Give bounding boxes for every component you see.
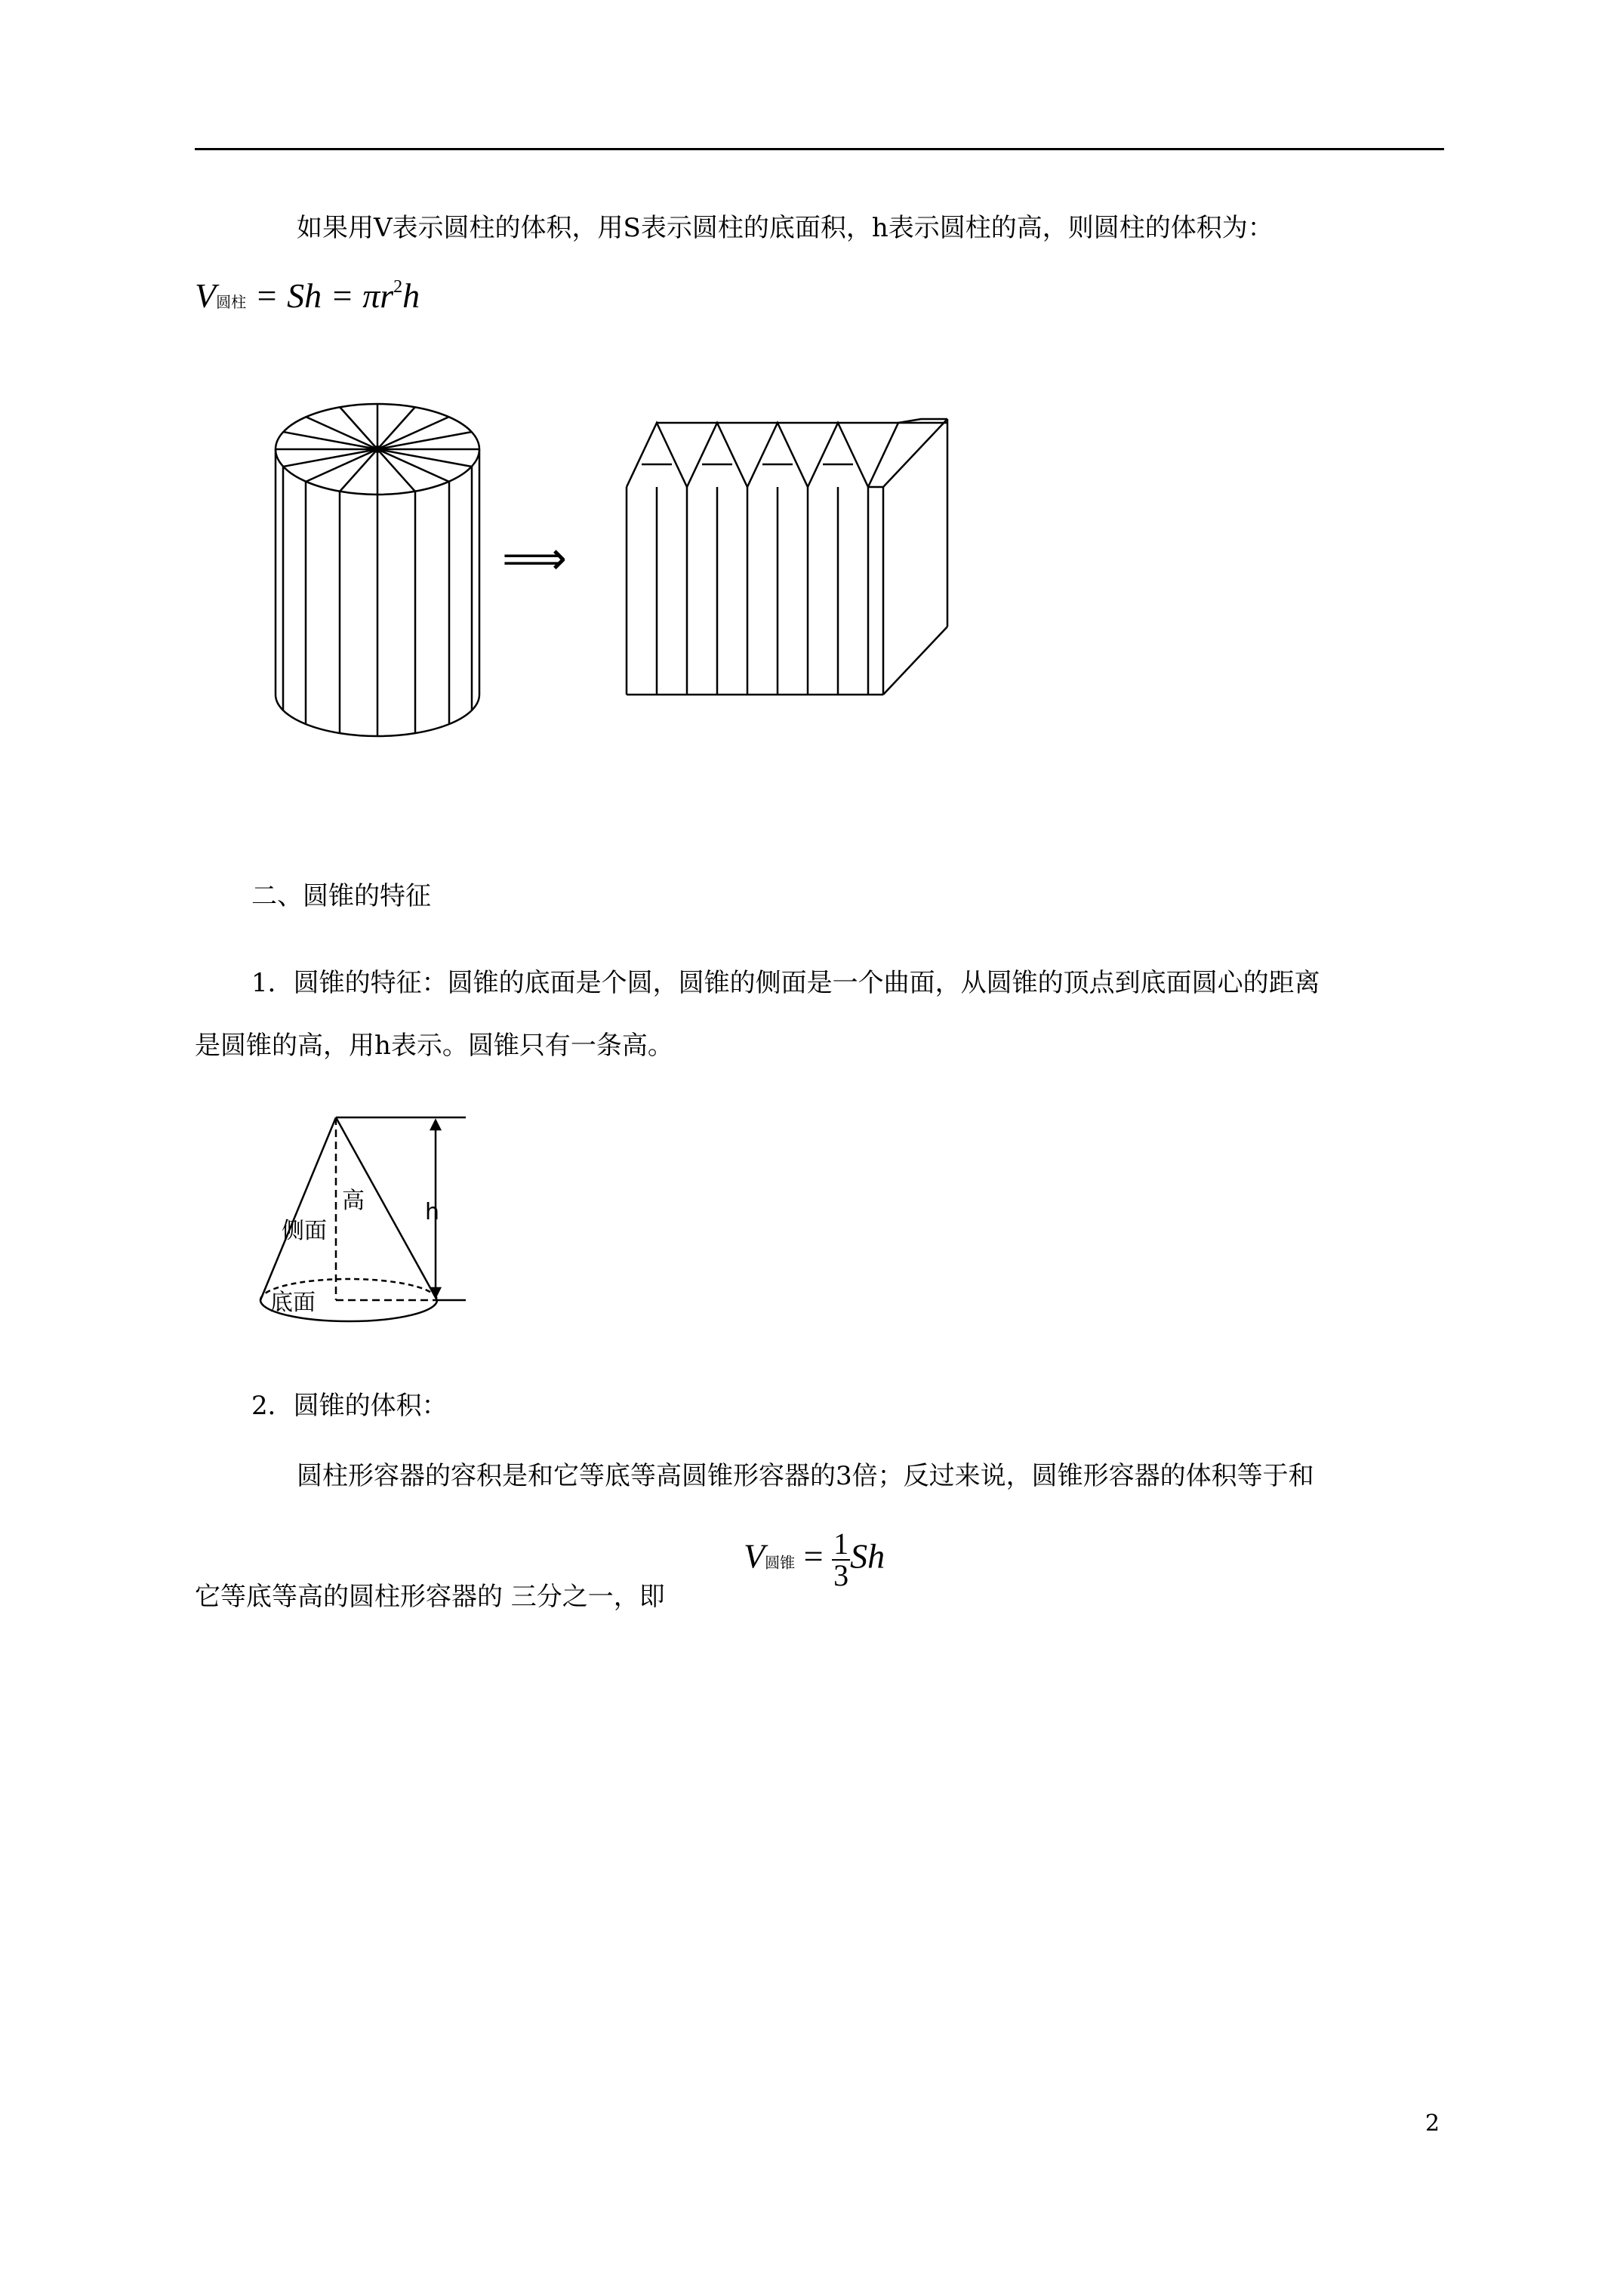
item1-line1: 1．圆锥的特征：圆锥的底面是个圆，圆锥的侧面是一个曲面，从圆锥的顶点到底面圆心的距离 xyxy=(251,968,1320,998)
cylinder-vertical-lines xyxy=(283,467,472,736)
formula-cone-tail: Sh xyxy=(850,1536,885,1576)
dimension-arrow-down xyxy=(431,1288,440,1297)
formula-cone-subscript: 圆锥 xyxy=(765,1553,796,1572)
formula-subscript: 圆柱 xyxy=(216,293,247,311)
label-h: h xyxy=(425,1199,440,1225)
transform-arrow: ⟹ xyxy=(502,532,568,585)
item2-heading: 2．圆锥的体积： xyxy=(251,1391,448,1421)
paragraph-cylinder-volume: 如果用V表示圆柱的体积，用S表示圆柱的底面积，h表示圆柱的高，则圆柱的体积为： xyxy=(297,213,1273,243)
page-number: 2 xyxy=(1425,2110,1440,2137)
formula-lhs: V xyxy=(195,276,217,315)
fraction-one-third xyxy=(832,1529,850,1591)
label-side: 侧面 xyxy=(282,1218,327,1244)
fraction-denominator: 3 xyxy=(833,1558,849,1592)
fraction-numerator: 1 xyxy=(833,1527,849,1561)
item2-line1: 圆柱形容器的容积是和它等底等高圆锥形容器的3倍；反过来说，圆锥形容器的体积等于和 xyxy=(297,1461,1314,1491)
formula-exponent: 2 xyxy=(393,277,403,297)
section-heading-cone: 二、圆锥的特征 xyxy=(251,881,431,911)
dimension-arrow-up xyxy=(431,1120,440,1130)
item1-line2: 是圆锥的高，用h表示。圆锥只有一条高。 xyxy=(195,1031,673,1061)
label-base: 底面 xyxy=(270,1290,316,1316)
formula-cone-lhs: V xyxy=(744,1536,765,1576)
formula-cone-equals: = xyxy=(795,1536,833,1576)
rearranged-slab xyxy=(627,419,947,695)
cylinder-slicing-figure xyxy=(264,393,981,740)
cone-left-edge xyxy=(260,1117,336,1300)
formula-cylinder-volume xyxy=(195,276,420,316)
formula-cone-volume xyxy=(744,1529,885,1591)
item2-line2: 它等底等高的圆柱形容器的 三分之一，即 xyxy=(195,1582,665,1612)
header-rule xyxy=(195,148,1444,150)
label-height: 高 xyxy=(342,1188,365,1214)
formula-tail: h xyxy=(402,276,420,315)
formula-middle: = Sh = πr xyxy=(246,276,394,315)
cone-figure xyxy=(245,1102,487,1329)
